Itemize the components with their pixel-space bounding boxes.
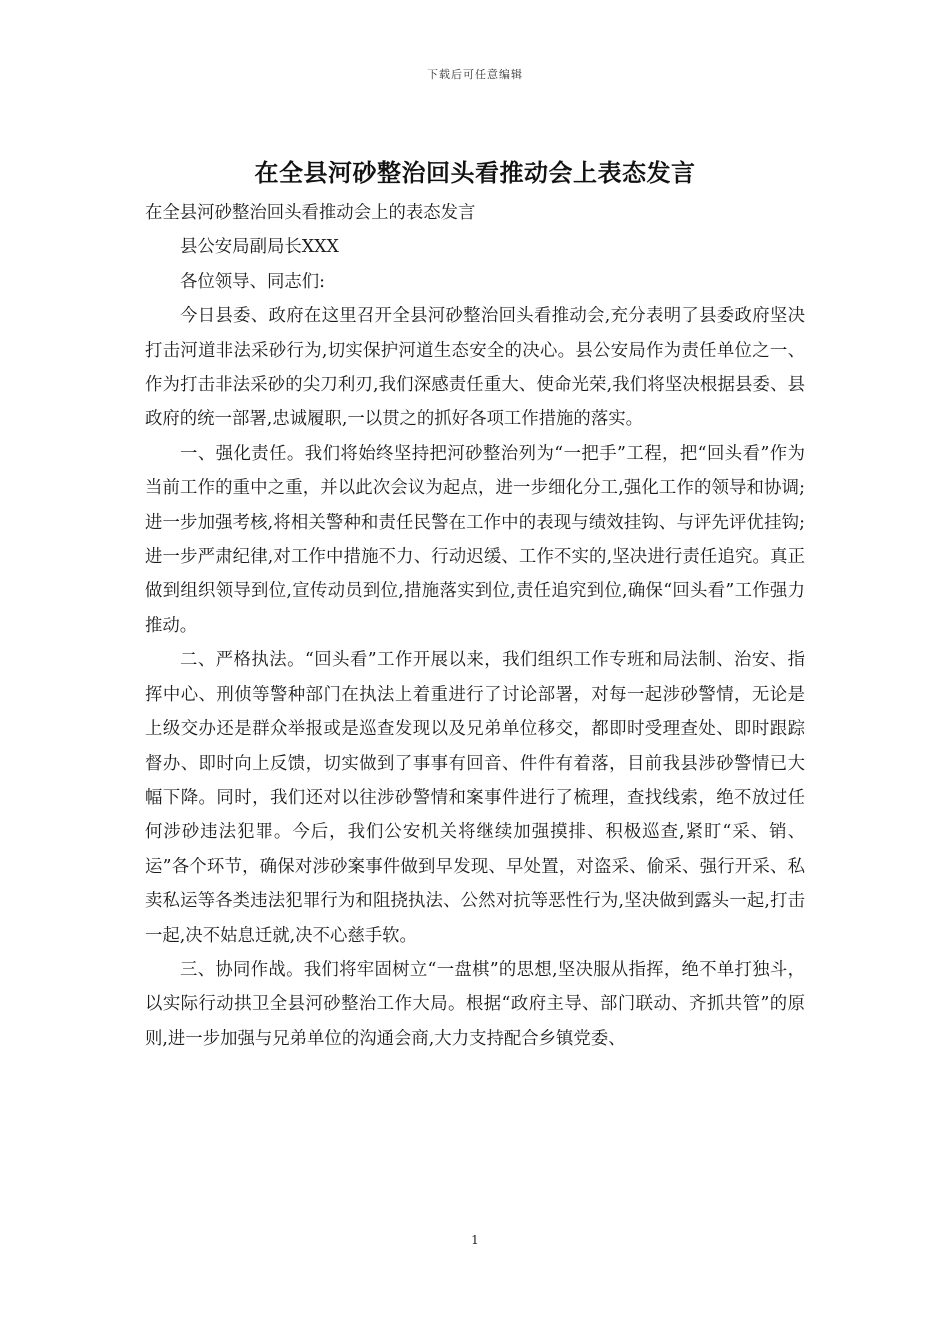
- salutation: 各位领导、同志们:: [180, 271, 325, 292]
- paragraph-strict-enforcement: 二、严格执法。“回头看”工作开展以来，我们组织工作专班和局法制、治安、指挥中心、刑侦等警种部门在执法上着重进行了讨论部署，对每一起涉砂警情，无论是上级交办还是群众举报或是巡查发现以及兄弟单位移交，都即时受理查处、即时跟踪督办、即时向上反馈，切实做到了事事有回音、件件有着落，目前我县涉砂警情已大幅下降。同时，我们还对以往涉砂警情和案事件进行了梳理，查找线索，绝不放过任何涉砂违法犯罪。今后，我们公安机关将继续加强摸排、积极巡查,紧盯“采、销、运”各个环节，确保对涉砂案事件做到早发现、早处置，对盗采、偷采、强行开采、私卖私运等各类违法犯罪行为和阻挠执法、公然对抗等恶性行为,坚决做到露头一起,打击一起,决不姑息迁就,决不心慈手软。: [145, 650, 805, 946]
- document-title: 在全县河砂整治回头看推动会上表态发言: [254, 158, 696, 187]
- paragraph-strengthen-responsibility: 一、强化责任。我们将始终坚持把河砂整治列为“一把手”工程，把“回头看”作为当前工作的重中之重，并以此次会议为起点，进一步细化分工,强化工作的领导和协调;进一步加强考核,将相关警种和责任民警在工作中的表现与绩效挂钩、与评先评优挂钩;进一步严肃纪律,对工作中措施不力、行动迟缓、工作不实的,坚决进行责任追究。真正做到组织领导到位,宣传动员到位,措施落实到位,责任追究到位,确保“回头看”工作强力推动。: [145, 443, 805, 636]
- paragraph-intro: 今日县委、政府在这里召开全县河砂整治回头看推动会,充分表明了县委政府坚决打击河道非法采砂行为,切实保护河道生态安全的决心。县公安局作为责任单位之一、作为打击非法采砂的尖刀利刃,我们深感责任重大、使命光荣,我们将坚决根据县委、县政府的统一部署,忠诚履职,一以贯之的抓好各项工作措施的落实。: [145, 306, 805, 430]
- speaker-line: 县公安局副局长XXX: [180, 237, 339, 258]
- page-number: 1: [471, 1233, 479, 1247]
- header-note: 下载后可任意编辑: [427, 68, 523, 81]
- document-body: [145, 196, 805, 1056]
- document-subtitle: 在全县河砂整治回头看推动会上的表态发言: [145, 203, 476, 223]
- paragraph-coordinated-operations: 三、协同作战。我们将牢固树立“一盘棋”的思想,坚决服从指挥，绝不单打独斗，以实际行动拱卫全县河砂整治工作大局。根据“政府主导、部门联动、齐抓共管”的原则,进一步加强与兄弟单位的沟通会商,大力支持配合乡镇党委、: [145, 959, 805, 1049]
